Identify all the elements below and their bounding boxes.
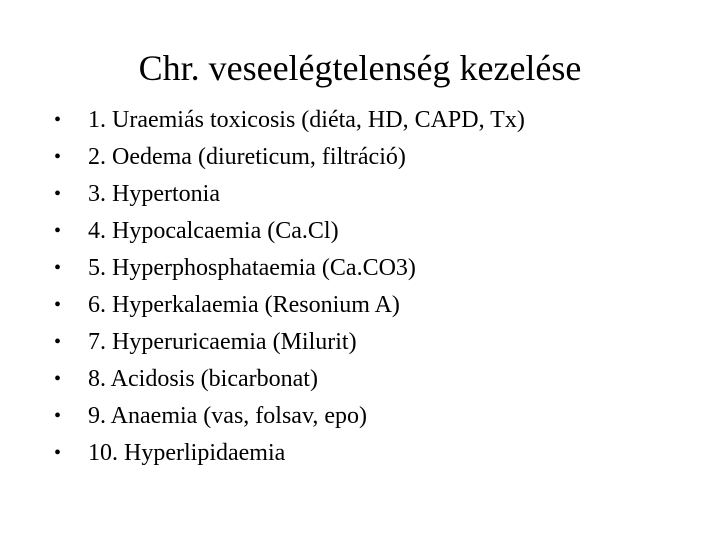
bullet-icon: • — [54, 405, 62, 427]
list-item-text: 3. Hypertonia — [88, 181, 220, 207]
bullet-icon: • — [54, 220, 62, 242]
bullet-icon: • — [54, 183, 62, 205]
bullet-icon: • — [54, 146, 62, 168]
bullet-icon: • — [54, 331, 62, 353]
list-item-text: 6. Hyperkalaemia (Resonium A) — [88, 292, 400, 318]
list-item-text: 7. Hyperuricaemia (Milurit) — [88, 329, 357, 355]
bullet-icon: • — [54, 442, 62, 464]
list-item-text: 9. Anaemia (vas, folsav, epo) — [88, 403, 368, 429]
list-item-text: 1. Uraemiás toxicosis (diéta, HD, CAPD, Tx) — [88, 107, 525, 133]
bullet-icon: • — [54, 257, 62, 279]
list-item-text: 2. Oedema (diureticum, filtráció) — [88, 144, 406, 170]
slide-title: Chr. veseelégtelenség kezelése — [138, 48, 582, 88]
bullet-icon: • — [54, 368, 62, 390]
bullet-icon: • — [54, 294, 62, 316]
list-item-text: 8. Acidosis (bicarbonat) — [88, 366, 318, 392]
bullet-icon: • — [54, 109, 62, 131]
list-item-text: 10. Hyperlipidaemia — [88, 440, 286, 466]
list-item-text: 5. Hyperphosphataemia (Ca.CO3) — [88, 255, 416, 281]
list-item-text: 4. Hypocalcaemia (Ca.Cl) — [88, 218, 339, 244]
